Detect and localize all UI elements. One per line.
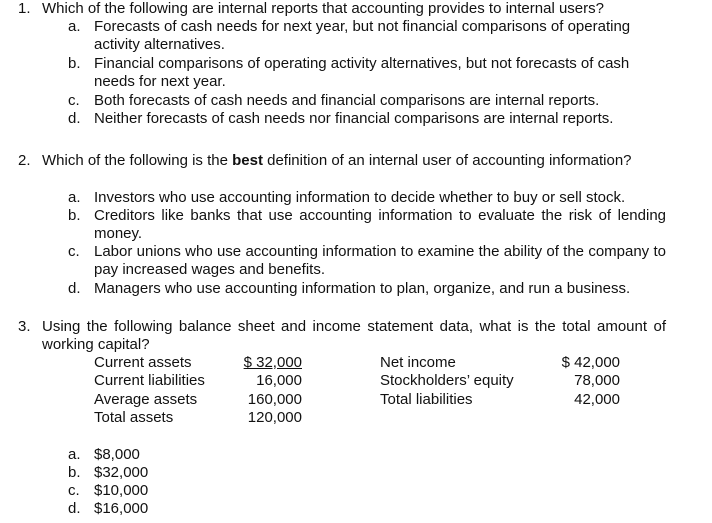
option-letter: c. (68, 243, 80, 260)
question-text: Which of the following are internal reports that accounting provides to internal users? (42, 0, 604, 17)
option-text: Creditors like banks that use accounting information to evaluate the risk of lending money. (94, 207, 666, 242)
question-text-end: definition of an internal user of accounting information? (267, 152, 632, 169)
data-label: Total liabilities (380, 391, 473, 408)
option-text: $10,000 (94, 482, 149, 499)
question-text (42, 152, 666, 170)
question-text-emphasis: best (232, 152, 263, 169)
data-value: 120,000 (247, 409, 302, 426)
option-letter: c. (68, 482, 80, 499)
data-label: Current liabilities (94, 372, 205, 389)
data-value: 78,000 (574, 372, 620, 389)
option-letter: b. (68, 55, 81, 72)
option-text: $32,000 (94, 464, 149, 481)
option-letter: d. (68, 280, 81, 297)
data-label: Net income (380, 354, 456, 371)
option-text: Both forecasts of cash needs and financial comparisons are internal reports. (94, 92, 600, 109)
option-text: Managers who use accounting information to plan, organize, and run a business. (94, 280, 631, 297)
option-letter: b. (68, 464, 81, 481)
data-value: $ 42,000 (561, 354, 620, 371)
question-number: 3. (18, 318, 31, 335)
option-letter: b. (68, 207, 81, 224)
data-label: Total assets (94, 409, 174, 426)
question-text-start: Which of the following is the (42, 152, 228, 169)
option-letter: a. (68, 446, 81, 463)
data-label: Average assets (94, 391, 198, 408)
data-value: 42,000 (574, 391, 620, 408)
question-number: 1. (18, 0, 31, 17)
question-number: 2. (18, 152, 31, 169)
option-text: Financial comparisons of operating activity alternatives, but not forecasts of cash needs for next year. (94, 55, 630, 90)
question-text: Using the following balance sheet and income statement data, what is the total amount of working capital? (42, 318, 666, 353)
option-text: Forecasts of cash needs for next year, but not financial comparisons of operating activity alternatives. (94, 18, 631, 53)
option-text: $16,000 (94, 500, 149, 517)
option-letter: a. (68, 189, 81, 206)
option-letter: a. (68, 18, 81, 35)
option-text: Investors who use accounting information to decide whether to buy or sell stock. (94, 189, 626, 206)
option-letter: d. (68, 500, 81, 517)
option-letter: c. (68, 92, 80, 109)
option-letter: d. (68, 110, 81, 127)
data-label: Stockholders’ equity (380, 372, 514, 389)
data-value: 16,000 (256, 372, 302, 389)
option-text: Labor unions who use accounting information to examine the ability of the company to pay increased wages and benefits. (94, 243, 666, 278)
option-text: $8,000 (94, 446, 140, 463)
data-value: 160,000 (247, 391, 302, 408)
option-text: Neither forecasts of cash needs nor financial comparisons are internal reports. (94, 110, 614, 127)
data-label: Current assets (94, 354, 192, 371)
data-value: $ 32,000 (243, 354, 302, 371)
